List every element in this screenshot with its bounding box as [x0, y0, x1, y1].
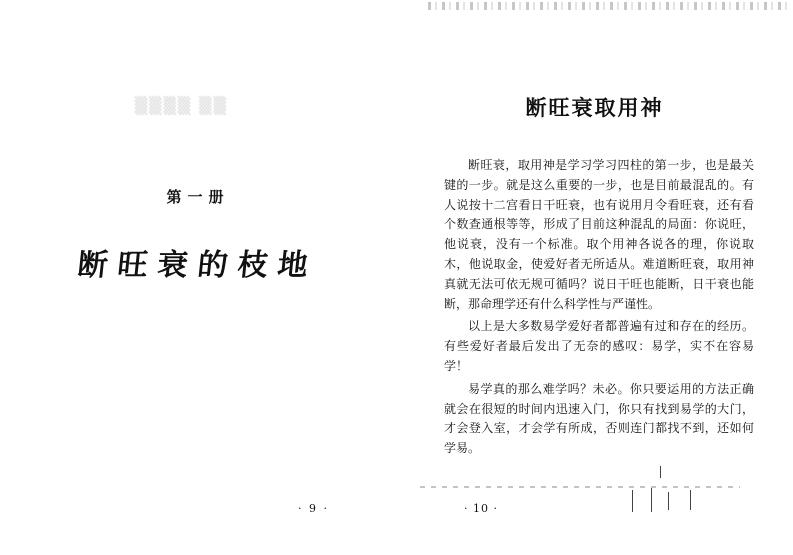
scan-noise-bottom	[420, 486, 740, 488]
body-text	[444, 156, 754, 462]
paragraph: 以上是大多数易学爱好者都普遍有过和存在的经历。有些爱好者最后发出了无奈的感叹：易学，实不在容易学！	[444, 319, 754, 373]
section-title: 断旺衰的枝地	[75, 248, 320, 283]
left-page	[0, 0, 396, 555]
volume-label: 第一册	[166, 188, 230, 206]
page-number-left: · 9 ·	[298, 502, 329, 515]
scan-mark	[690, 490, 691, 510]
scan-mark	[668, 492, 669, 510]
page-number-right: · 10 ·	[464, 502, 498, 515]
scan-mark	[660, 466, 661, 478]
paragraph: 断旺衰，取用神是学习学习四柱的第一步，也是最关键的一步。就是这么重要的一步，也是目前最混乱的。有人说按十二宫看日干旺衰，也有说用月令看旺衰，还有看个数查通根等等，形成了目前这种混乱的局面：你说旺，他说衰，没有一个标准。取个用神各说各的理，你说取木，他说取金，使爱好者无所适从。难道断旺衰，取用神真就无法可依无规可循吗？说日干旺也能断，日干衰也能断，那命理学还有什么科学性与严谨性。	[444, 158, 754, 311]
scan-mark	[651, 488, 652, 512]
scan-noise-top	[428, 2, 788, 10]
scan-mark	[632, 490, 633, 512]
chapter-title: 断旺衰取用神	[525, 95, 664, 120]
right-page	[396, 0, 793, 555]
paragraph: 易学真的那么难学吗？未必。你只要运用的方法正确就会在很短的时间内迅速入门，你只有找到易学的大门，才会登入室，才会学有所成，否则连门都找不到，还如何学易。	[444, 381, 754, 456]
bleed-through-text: ▒▒▒▒ ▒▒	[135, 96, 228, 115]
